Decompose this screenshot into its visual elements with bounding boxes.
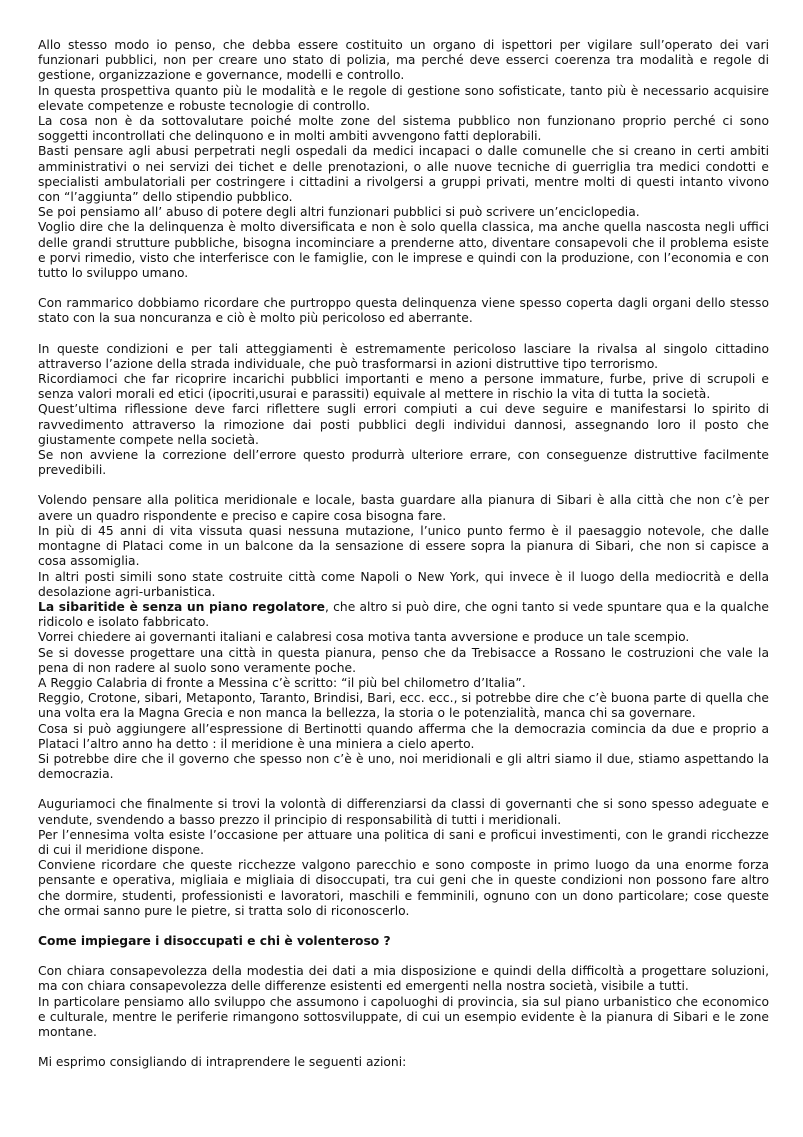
paragraph: Se non avviene la correzione dell’errore questo produrrà ulteriore errare, con conseguenze distruttive facilmente prevedibili. [38,448,769,478]
sibaritide-paragraph [38,600,769,630]
spacer [38,782,769,797]
paragraph: Basti pensare agli abusi perpetrati negli ospedali da medici incapaci o dalle comunelle che si creano in certi ambiti amministrativi o nei servizi dei tichet e delle prenotazioni, o alle nuove tecniche di guerriglia tra medici condotti e specialisti ambulatoriali per costringere i cittadini a rivolgersi a gruppi privati, mentre molti di questi intanto vivono con “l’aggiunta” dello stipendio pubblico. [38,144,769,205]
paragraph: Cosa si può aggiungere all’espressione di Bertinotti quando afferma che la democrazia comincia da due e proprio a Plataci l’altro anno ha detto : il meridione è una miniera a cielo aperto. [38,721,769,751]
paragraph: In più di 45 anni di vita vissuta quasi nessuna mutazione, l’unico punto fermo è il paesaggio notevole, che dalle montagne di Plataci come in un balcone da la sensazione di essere sopra la pianura di Sibari, che non si capisce a cosa assomiglia. [38,523,769,569]
spacer [38,478,769,493]
sibaritide-bold: La sibaritide è senza un piano regolatore [38,599,326,614]
paragraph: Reggio, Crotone, sibari, Metaponto, Taranto, Brindisi, Bari, ecc. ecc., si potrebbe dire che c’è buona parte di quella che una volta era la Magna Grecia e non manca la bellezza, la storia o le potenzialità, manca chi sa governare. [38,691,769,721]
paragraph: Conviene ricordare che queste ricchezze valgono parecchio e sono composte in primo luogo da una enorme forza pensante e operativa, migliaia e migliaia di disoccupati, tra cui geni che in queste condizioni non possono fare altro che dormire, studenti, professionisti e lavoratori, maschili e femminili, ognuno con un dono particolare; cose queste che ormai sanno pure le pietre, si tratta solo di riconoscerlo. [38,858,769,918]
paragraph: Se poi pensiamo all’ abuso di potere degli altri funzionari pubblici si può scrivere un’enciclopedia. [38,205,640,220]
paragraph: Auguriamoci che finalmente si trovi la volontà di differenziarsi da classi di governanti che si sono spesso adeguate e vendute, svendendo a basso prezzo il principio di responsabilità di tutti i meridionali. [38,797,769,827]
paragraph: Si potrebbe dire che il governo che spesso non c’è è uno, noi meridionali e gli altri siamo il due, stiamo aspettando la democrazia. [38,751,769,782]
spacer [38,919,769,934]
section-1 [38,38,769,281]
paragraph: In particolare pensiamo allo sviluppo che assumono i capoluoghi di provincia, sia sul piano urbanistico che economico e culturale, mentre le periferie rimangono sottosviluppate, di cui un esempio evidente è la pianura di Sibari e le zone montane. [38,994,769,1039]
paragraph: A Reggio Calabria di fronte a Messina c’è scritto: “il più bel chilometro d’Italia”. [38,675,526,690]
paragraph: Vorrei chiedere ai governanti italiani e calabresi cosa motiva tanta avversione e produce un tale scempio. [38,630,690,645]
spacer [38,1040,769,1055]
paragraph: In altri posti simili sono state costruite città come Napoli o New York, qui invece è il luogo della mediocrità e della desolazione agri-urbanistica. [38,569,769,599]
section-7 [38,1055,769,1070]
section-6 [38,964,769,1040]
paragraph: Voglio dire che la delinquenza è molto diversificata e non è solo quella classica, ma anche quella nascosta negli uffici delle grandi strutture pubbliche, bisogna incominciare a prenderne atto, diventare consapevoli che il problema esiste e porvi rimedio, visto che interferisce con le famiglie, con le imprese e quindi con la produzione, con l’economia e con tutto lo sviluppo umano. [38,220,769,281]
paragraph: Ricordiamoci che far ricoprire incarichi pubblici importanti e meno a persone immature, furbe, prive di scrupoli e senza valori morali ed etici (ipocriti,usurai e parassiti) equivale al mettere in rischio la vita di tutta la società. [38,372,769,402]
section-heading: Come impiegare i disoccupati e chi è volenteroso ? [38,933,391,948]
sibaritide-rest: , che altro si può dire, che ogni tanto si vede spuntare qua e la qualche ridicolo e isolato fabbricato. [38,599,769,630]
paragraph: Con rammarico dobbiamo ricordare che purtroppo questa delinquenza viene spesso coperta dagli organi dello stesso stato con la sua noncuranza e ciò è molto più pericoloso ed aberrante. [38,296,769,326]
section-4 [38,493,769,782]
paragraph: Quest’ultima riflessione deve farci riflettere sugli errori compiuti a cui deve seguire e manifestarsi lo spirito di ravvedimento attraverso la rimozione dai posti pubblici degli individui dannosi, assegnando loro il posto che giustamente compete nella società. [38,402,769,447]
paragraph: Volendo pensare alla politica meridionale e locale, basta guardare alla pianura di Sibari è alla città che non c’è per avere un quadro rispondente e preciso e capire cosa bisogna fare. [38,493,769,523]
section-2 [38,296,769,326]
paragraph: La cosa non è da sottovalutare poiché molte zone del sistema pubblico non funzionano proprio perché ci sono soggetti incontrollati che delinquono e in molti ambiti avvengono fatti deplorabili. [38,114,769,144]
paragraph: In queste condizioni e per tali atteggiamenti è estremamente pericoloso lasciare la rivalsa al singolo cittadino attraverso l’azione della strada individuale, che può trasformarsi in azioni distruttive tipo terrorismo. [38,341,769,371]
section-5 [38,797,769,919]
closing-paragraph: Mi esprimo consigliando di intraprendere le seguenti azioni: [38,1055,407,1070]
section-3 [38,342,769,479]
paragraph: Allo stesso modo io penso, che debba essere costituito un organo di ispettori per vigilare sull’operato dei vari funzionari pubblici, non per creare uno stato di polizia, ma perché deve esserci coerenza tra modalità e regole di gestione, organizzazione e governance, modelli e controllo. [38,38,769,83]
spacer [38,281,769,296]
paragraph: Per l’ennesima volta esiste l’occasione per attuare una politica di sani e proficui investimenti, con le grandi ricchezze di cui il meridione dispone. [38,827,769,857]
spacer [38,949,769,964]
paragraph: Con chiara consapevolezza della modestia dei dati a mia disposizione e quindi della difficoltà a progettare soluzioni, ma con chiara consapevolezza delle differenze esistenti ed emergenti nella nostra società, visibile a tutti. [38,964,769,994]
paragraph: Se si dovesse progettare una città in questa pianura, penso che da Trebisacce a Rossano le costruzioni che vale la pena di non radere al suolo sono veramente poche. [38,645,769,675]
spacer [38,327,769,342]
paragraph: In questa prospettiva quanto più le modalità e le regole di gestione sono sofisticate, tanto più è necessario acquisire elevate competenze e robuste tecnologie di controllo. [38,83,769,113]
